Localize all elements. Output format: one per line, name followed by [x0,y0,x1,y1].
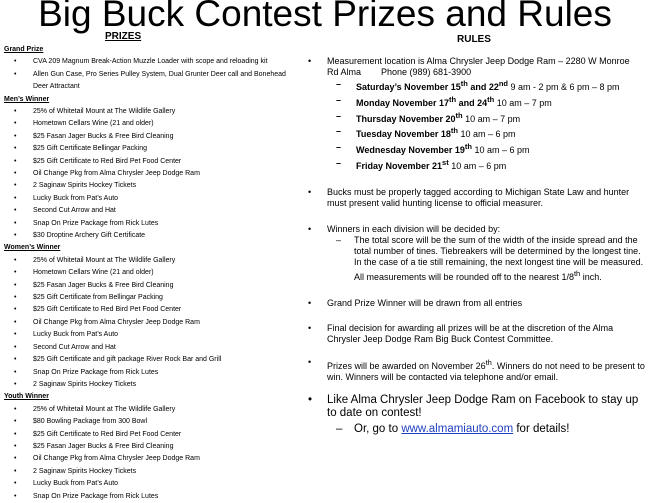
day-hours: 10 am – 6 pm [448,160,507,171]
day-name: Thursday November 20 [356,113,456,124]
list-item: • Oil Change Pkg from Alma Chrysler Jeep Dodge Ram [4,453,304,465]
day-mid: and 24 [456,97,488,108]
day-sup: th [464,142,472,152]
grand-prize-heading: Grand Prize [4,46,44,53]
list-item: • Lucky Buck from Pat’s Auto [4,329,304,341]
page-title: Big Buck Contest Prizes and Rules [38,0,612,34]
rule-tagging: • Bucks must be properly tagged according to Michigan State Law and hunter must present valid hunting license to official measurer. [308,187,646,209]
day-sup: th [460,79,468,88]
rule-facebook: • Like Alma Chrysler Jeep Dodge Ram on Facebook to stay up to date on contest! [308,394,646,420]
list-item: • Oil Change Pkg from Alma Chrysler Jeep Dodge Ram [4,317,304,329]
schedule-day [308,78,646,94]
website-link[interactable]: www.almamiauto.com [401,422,514,435]
list-item: • $25 Gift Certificate and gift package River Rock Bar and Grill [4,354,304,366]
schedule-day [308,141,646,157]
list-item: • $25 Fasan Jager Bucks & Free Bird Cleaning [4,131,304,143]
list-item: • Lucky Buck from Pat’s Auto [4,478,304,490]
mens-winner-heading: Men’s Winner [4,95,50,103]
list-item: • Lucky Buck from Pat’s Auto [4,193,304,205]
list-item: • $25 Gift Certificate to Red Bird Pet Food Center [4,156,304,168]
score-sup: th [573,268,581,278]
rule-website [308,423,646,436]
day-mid: and 22 [467,82,499,92]
schedule-day [308,94,646,110]
awarded-text: Prizes will be awarded on November 26 [327,360,486,371]
schedule-day [308,110,646,126]
schedule-day [308,125,646,141]
list-item: • $80 Bowling Package from 300 Bowl [4,416,304,428]
list-item: • 25% of Whitetail Mount at The Wildlife Gallery [4,404,304,416]
rule-division: • Winners in each division will be decided by: [308,224,646,235]
day-name: Saturday’s November 15 [356,82,461,92]
list-item: • $25 Fasan Jager Bucks & Free Bird Cleaning [4,280,304,292]
list-item: • $25 Gift Certificate from Bellingar Packing [4,292,304,304]
list-item: • $30 Droptine Archery Gift Certificate [4,230,304,242]
rule-final-decision: • Final decision for awarding all prizes will be at the discretion of the Alma Chrysler Jeep Dodge Ram Big Buck Contest Committee. [308,323,646,345]
score-text: The total score will be the sum of the width of the inside spread and the total number of tines. Tiebreakers will be determined by the longest tine. In the case of a tie still remaining, the next longest tine will be measured. All measurements will be rounded off to the nearest 1/8 [354,234,644,282]
day-hours: 9 am - 2 pm & 6 pm – 8 pm [508,82,620,92]
list-item: • $25 Gift Certificate to Red Bird Pet Food Center [4,429,304,441]
prizes-heading: PRIZES [105,31,142,42]
list-item: • 25% of Whitetail Mount at The Wildlife Gallery [4,255,304,267]
rule-score [308,235,646,283]
list-item: • Hometown Cellars Wine (21 and older) [4,118,304,130]
rule-awarded [308,357,646,383]
day-name: Wednesday November 19 [356,145,465,156]
list-item: • 2 Saginaw Spirits Hockey Tickets [4,180,304,192]
prizes-column [4,44,304,503]
day-sup: th [449,94,457,104]
list-item: • Hometown Cellars Wine (21 and older) [4,267,304,279]
rules-heading: RULES [457,34,491,45]
list-item: • 2 Saginaw Spirits Hockey Tickets [4,379,304,391]
day-name: Friday November 21 [356,160,443,171]
list-item: • $25 Gift Certificate to Red Bird Pet Food Center [4,304,304,316]
day-hours: 10 am – 6 pm [457,129,516,140]
list-item: • Oil Change Pkg from Alma Chrysler Jeep Dodge Ram [4,168,304,180]
score-end: inch. [580,271,602,282]
day-name: Tuesday November 18 [356,129,451,140]
day-hours: 10 am – 7 pm [462,113,521,124]
day-sup: th [450,126,458,136]
day-sup-2: th [487,94,495,104]
measurement-line-2: Rd Alma Phone (989) 681-3900 [327,67,472,77]
day-sup-2: nd [498,79,508,88]
list-item: • Snap On Prize Package from Rick Lutes [4,218,304,230]
list-item: • CVA 209 Magnum Break-Action Muzzle Loader with scope and reloading kit [4,56,304,68]
measurement-line-1: • Measurement location is Alma Chrysler Jeep Dodge Ram – 2280 W Monroe [327,56,630,66]
list-item: • $25 Gift Certificate Bellingar Packing [4,143,304,155]
rule-measurement [308,56,646,78]
womens-winner-heading: Women’s Winner [4,244,61,252]
goto-text: Or, go to [354,422,402,435]
day-hours: 10 am – 6 pm [471,145,530,156]
list-item: • $25 Fasan Jager Bucks & Free Bird Cleaning [4,441,304,453]
schedule-day [308,157,646,173]
awarded-sup: th [485,357,492,367]
rule-grand-drawn: • Grand Prize Winner will be drawn from all entries [308,298,646,309]
rules-column [308,56,646,436]
awarded-text-2: . Winners do not need to be present to win. Winners will be contacted via telephone and/or email. [327,360,645,382]
youth-winner-heading: Youth Winner [4,393,49,401]
list-item: • Second Cut Arrow and Hat [4,342,304,354]
day-sup: th [455,110,463,120]
list-item: • Allen Gun Case, Pro Series Pulley System, Dual Grunter Deer call and Bonehead Deer Attractant [4,69,304,94]
list-item: • Snap On Prize Package from Rick Lutes [4,367,304,379]
list-item: • 2 Saginaw Spirits Hockey Tickets [4,466,304,478]
day-name: Monday November 17 [356,97,450,108]
list-item: • 25% of Whitetail Mount at The Wildlife Gallery [4,106,304,118]
goto-text-2: for details! [513,422,570,435]
day-sup: st [442,157,449,167]
list-item: • Snap On Prize Package from Rick Lutes [4,491,304,503]
day-hours: 10 am – 7 pm [494,97,552,108]
list-item: • Second Cut Arrow and Hat [4,205,304,217]
